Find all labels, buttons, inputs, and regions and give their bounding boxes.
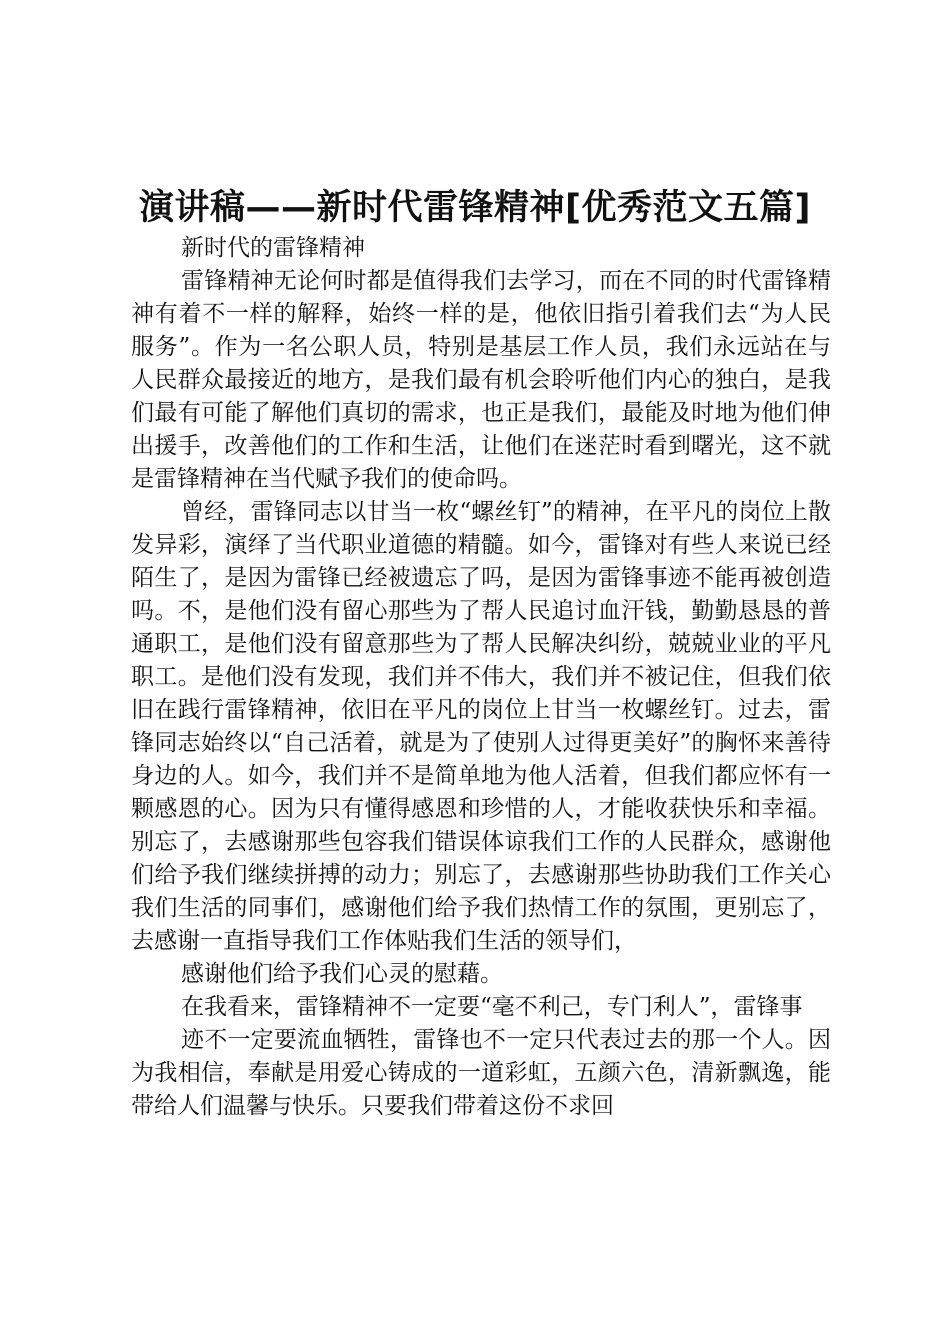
section-subtitle: 新时代的雷锋精神	[181, 235, 365, 261]
paragraph-2: 曾经，雷锋同志以甘当一枚“螺丝钉”的精神，在平凡的岗位上散发异彩，演绎了当代职业道德的精髓。如今，雷锋对有些人来说已经陌生了，是因为雷锋已经被遗忘了吗，是因为雷锋事迹不能再被创造吗。不，是他们没有留心那些为了帮人民追讨血汗钱，勤勤恳恳的普通职工，是他们没有留意那些为了帮人民解决纠纷，兢兢业业的平凡职工。是他们没有发现，我们并不伟大，我们并不被记住，但我们依旧在践行雷锋精神，依旧在平凡的岗位上甘当一枚螺丝钉。过去，雷锋同志始终以“自己活着，就是为了使别人过得更美好”的胸怀来善待身边的人。如今，我们并不是简单地为他人活着，但我们都应怀有一颗感恩的心。因为只有懂得感恩和珍惜的人，才能收获快乐和幸福。别忘了，去感谢那些包容我们错误体谅我们工作的人民群众，感谢他们给予我们继续拼搏的动力；别忘了，去感谢那些协助我们工作关心我们生活的同事们，感谢他们给予我们热情工作的氛围，更别忘了，去感谢一直指导我们工作体贴我们生活的领导们，	[131, 499, 831, 954]
document-body	[131, 232, 831, 1123]
paragraph-4: 在我看来，雷锋精神不一定要“毫不利己，专门利人”，雷锋事	[181, 994, 803, 1020]
paragraph-5: 迹不一定要流血牺牲，雷锋也不一定只代表过去的那一个人。因为我相信，奉献是用爱心铸成的一道彩虹，五颜六色，清新飘逸，能带给人们温馨与快乐。只要我们带着这份不求回	[131, 1027, 831, 1119]
document-title: 演讲稿——新时代雷锋精神[优秀范文五篇]	[139, 188, 811, 228]
paragraph-3: 感谢他们给予我们心灵的慰藉。	[181, 961, 503, 987]
paragraph-1: 雷锋精神无论何时都是值得我们去学习，而在不同的时代雷锋精神有着不一样的解释，始终一样的是，他依旧指引着我们去“为人民服务”。作为一名公职人员，特别是基层工作人员，我们永远站在与人民群众最接近的地方，是我们最有机会聆听他们内心的独白，是我们最有可能了解他们真切的需求，也正是我们，最能及时地为他们伸出援手，改善他们的工作和生活，让他们在迷茫时看到曙光，这不就是雷锋精神在当代赋予我们的使命吗。	[131, 268, 831, 492]
